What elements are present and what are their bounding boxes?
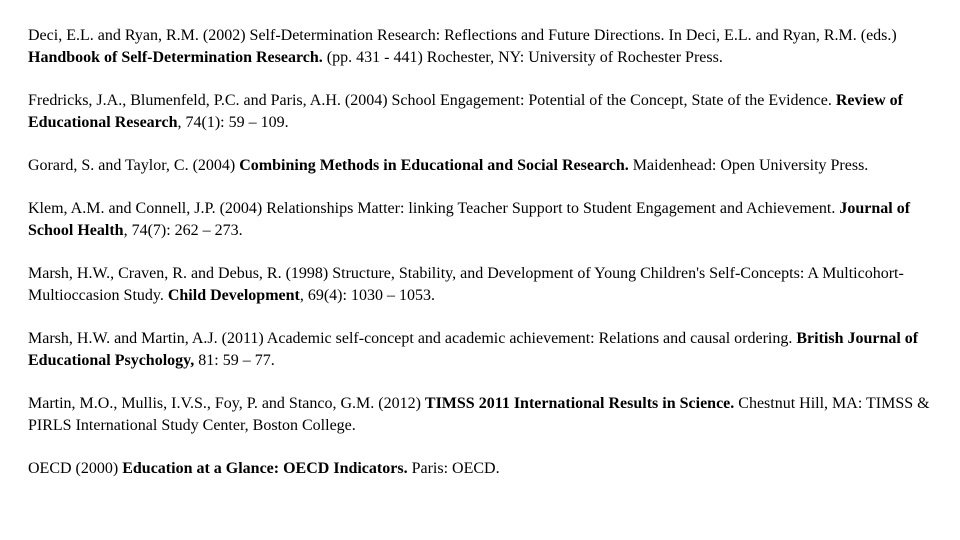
reference-details: , 74(7): 262 – 273. [123, 222, 243, 239]
reference-title: TIMSS 2011 International Results in Science. [424, 395, 735, 412]
reference-details: Paris: OECD. [407, 460, 500, 477]
reference-title: British Journal of Educational Psychology, [28, 330, 919, 369]
reference-text: Deci, E.L. and Ryan, R.M. (2002) Self-Determination Research: Reflections and Future Directions. In Deci, E.L. and Ryan, R.M. (eds.) [28, 27, 897, 44]
reference-details: Maidenhead: Open University Press. [628, 157, 869, 174]
reference-text: Klem, A.M. and Connell, J.P. (2004) Relationships Matter: linking Teacher Support to Student Engagement and Achievement. [28, 200, 840, 217]
reference-text: Gorard, S. and Taylor, C. (2004) [28, 157, 240, 174]
reference-title: Education at a Glance: OECD Indicators. [122, 460, 408, 477]
reference-title: Journal of School Health [28, 200, 911, 239]
reference-text: Marsh, H.W. and Martin, A.J. (2011) Academic self-concept and academic achievement: Relations and causal ordering. [28, 330, 797, 347]
reference-details: 81: 59 – 77. [194, 352, 275, 369]
reference-text: Martin, M.O., Mullis, I.V.S., Foy, P. and Stanco, G.M. (2012) [28, 395, 425, 412]
reference-details: , 69(4): 1030 – 1053. [299, 287, 435, 304]
reference-entry [28, 458, 932, 480]
reference-text: Marsh, H.W., Craven, R. and Debus, R. (1998) Structure, Stability, and Development of Young Children's Self-Concepts: A Multicohort-Multioccasion Study. [28, 265, 904, 304]
reference-list [28, 25, 932, 480]
reference-entry [28, 263, 932, 307]
reference-entry [28, 25, 932, 69]
reference-title: Combining Methods in Educational and Social Research. [239, 157, 629, 174]
reference-entry [28, 393, 932, 437]
reference-entry [28, 328, 932, 372]
reference-details: , 74(1): 59 – 109. [177, 114, 289, 131]
reference-details: Chestnut Hill, MA: TIMSS & PIRLS International Study Center, Boston College. [28, 395, 930, 434]
reference-details: (pp. 431 - 441) Rochester, NY: University of Rochester Press. [322, 49, 723, 66]
reference-entry [28, 155, 932, 177]
reference-title: Handbook of Self-Determination Research. [28, 49, 323, 66]
reference-title: Review of Educational Research [28, 92, 903, 131]
reference-text: OECD (2000) [28, 460, 123, 477]
reference-entry [28, 90, 932, 134]
reference-entry [28, 198, 932, 242]
reference-text: Fredricks, J.A., Blumenfeld, P.C. and Paris, A.H. (2004) School Engagement: Potential of the Concept, State of the Evidence. [28, 92, 836, 109]
reference-title: Child Development [167, 287, 300, 304]
